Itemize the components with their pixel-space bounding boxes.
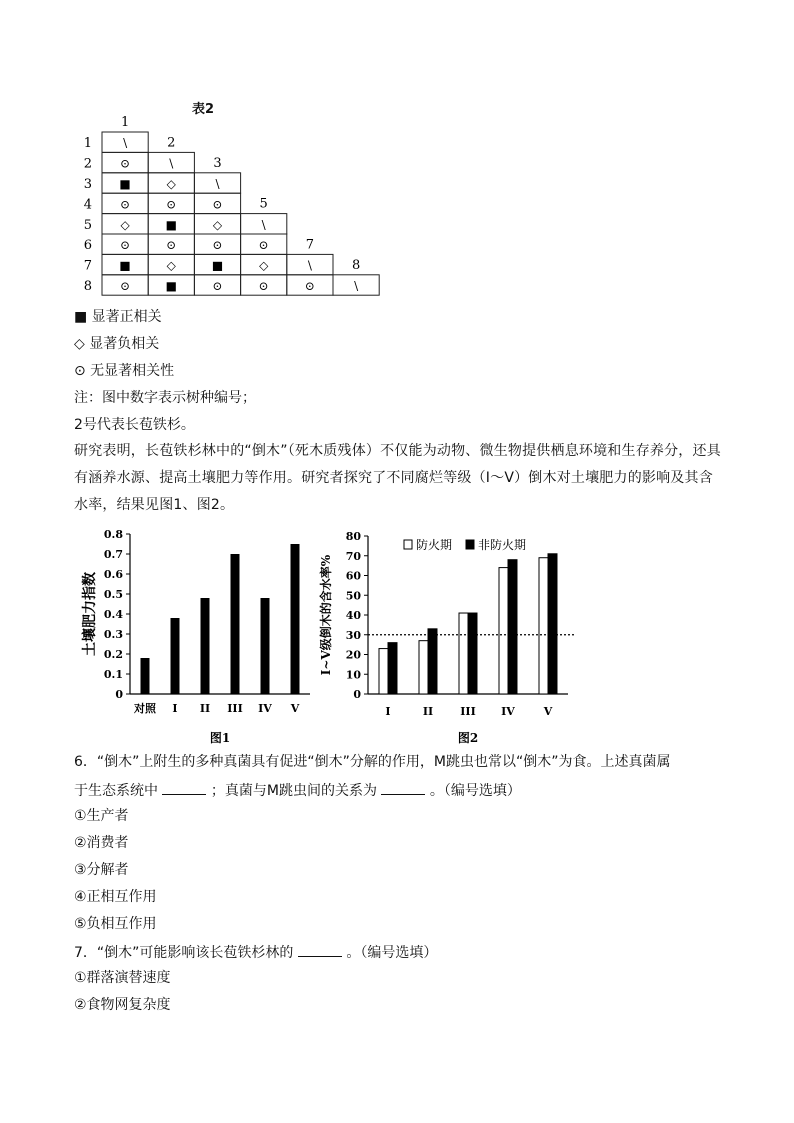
figure-1-chart [74,528,324,750]
y-tick-label: 0.1 [103,668,123,681]
cell-symbol-2-1: ⊙ [120,156,131,171]
bar-III [231,554,240,694]
cell-symbol-4-3: ⊙ [212,197,223,212]
y-axis-label: I~V级倒木的含水率% [319,554,333,676]
answer-blank-1[interactable] [162,780,206,795]
legend-negative: ◇ 显著负相关 [74,336,160,352]
x-tick-label: 对照 [134,702,156,715]
row-number-7: 7 [83,258,92,274]
x-tick-label: I [172,702,178,715]
y-tick-label: 0 [115,688,123,701]
bar-非防火期-III [468,613,477,694]
row-number-2: 2 [83,156,92,172]
answer-blank-2[interactable] [381,780,425,795]
question-6-line-1: 6．“倒木”上附生的多种真菌具有促进“倒木”分解的作用，M跳虫也常以“倒木”为食。上述真菌属 [74,754,671,770]
bar-防火期-III [459,613,468,694]
legend-swatch-防火期 [404,540,412,549]
q7-option-2: ②食物网复杂度 [74,997,171,1013]
y-tick-label: 40 [345,609,361,622]
y-tick-label: 0.6 [103,568,123,581]
cell-symbol-5-4: \ [261,217,266,232]
cell-symbol-8-2: ■ [165,279,177,293]
cell-symbol-7-2: ◇ [166,258,176,273]
bar-IV [261,598,270,694]
column-number-3: 3 [213,155,222,171]
q7-option-1: ①群落演替速度 [74,970,171,986]
row-number-5: 5 [83,217,92,233]
y-tick-label: 30 [345,628,361,642]
y-tick-label: 0.8 [103,528,123,541]
cell-symbol-4-2: ⊙ [166,197,177,212]
cell-symbol-8-1: ⊙ [120,279,131,293]
x-tick-label: V [290,702,300,715]
question-6-line-2 [74,780,521,800]
cell-symbol-4-1: ⊙ [120,197,131,212]
cell-symbol-8-3: ⊙ [212,279,223,293]
correlation-table [78,112,388,302]
bar-非防火期-I [388,643,397,694]
bar-防火期-IV [499,568,508,694]
x-tick-label: V [543,705,553,718]
legend-label-防火期: 防火期 [416,538,453,552]
cell-symbol-6-4: ⊙ [258,238,269,253]
y-tick-label: 20 [345,648,361,662]
x-tick-label: II [199,702,211,715]
cell-symbol-8-4: ⊙ [258,279,269,293]
column-number-1: 1 [120,115,130,130]
y-tick-label: 50 [345,589,361,603]
cell-symbol-1-1: \ [123,136,128,151]
row-number-6: 6 [83,238,92,254]
intro-paragraph: 研究表明，长苞铁杉林中的“倒木”（死木质残体）不仅能为动物、微生物提供栖息环境和生存养分，还具有涵养水源、提高土壤肥力等作用。研究者探究了不同腐烂等级（I～V）倒木对土壤肥力的影响及其含水率，结果见图1、图2。 [74,443,721,513]
q6-option-4: ④正相互作用 [74,889,157,905]
question-7-text-a: 7．“倒木”可能影响该长苞铁杉林的 [74,945,294,961]
cell-symbol-7-3: ■ [211,258,224,273]
bar-V [291,544,300,694]
x-tick-label: III [460,705,476,718]
y-tick-label: 60 [345,569,361,583]
cell-symbol-5-2: ■ [165,217,177,232]
q6-option-3: ③分解者 [74,862,129,878]
bar-I [171,618,180,694]
cell-symbol-7-1: ■ [119,258,131,273]
cell-symbol-6-1: ⊙ [120,238,131,253]
q6-option-1: ①生产者 [74,808,129,824]
column-number-8: 8 [351,257,361,273]
question-6-text-a: 于生态系统中 [74,783,158,799]
y-tick-label: 0.3 [103,628,123,641]
column-number-2: 2 [167,135,176,151]
column-number-7: 7 [305,237,315,253]
cell-symbol-5-1: ◇ [120,217,130,232]
q6-option-5: ⑤负相互作用 [74,916,157,932]
bar-防火期-I [379,649,388,694]
bar-防火期-II [419,641,428,694]
cell-symbol-3-1: ■ [119,177,131,191]
q6-option-2: ②消费者 [74,835,129,851]
cell-symbol-7-5: \ [307,258,312,273]
y-axis-label: 土壤肥力指数 [82,572,98,656]
cell-symbol-7-4: ◇ [259,258,269,273]
y-tick-label: 70 [345,549,361,563]
question-7-stem [74,942,437,962]
table-title: 表2 [192,102,215,117]
bar-对照 [141,658,150,694]
cell-symbol-3-2: ◇ [166,177,176,191]
cell-symbol-3-3: \ [215,177,220,191]
bar-防火期-V [539,558,548,694]
x-tick-label: III [227,702,243,715]
row-number-4: 4 [83,197,92,213]
bar-II [201,598,210,694]
bar-非防火期-V [548,554,557,694]
figure-1-caption: 图1 [209,731,231,745]
row-number-1: 1 [83,136,92,152]
note-line-2: 2号代表长苞铁杉。 [74,417,195,433]
x-tick-label: IV [258,702,272,715]
cell-symbol-8-6: \ [354,279,359,293]
bar-非防火期-IV [508,560,517,694]
row-number-8: 8 [83,279,92,294]
legend-none: ⊙ 无显著相关性 [74,363,175,379]
y-tick-label: 80 [345,530,361,543]
cell-symbol-2-2: \ [169,156,174,171]
row-number-3: 3 [83,177,92,192]
y-tick-label: 0 [353,688,361,701]
y-tick-label: 10 [345,668,361,682]
question-6-text-b: ；真菌与M跳虫间的关系为 [210,783,377,799]
y-tick-label: 0.5 [103,588,123,601]
x-tick-label: I [385,705,391,718]
question-7-text-b: 。（编号选填） [346,945,438,961]
figure-2-caption: 图2 [457,731,479,745]
cell-symbol-5-3: ◇ [212,217,223,232]
question-6-text-c: 。（编号选填） [429,783,521,799]
legend-positive: ■ 显著正相关 [74,309,162,325]
note-line-1: 注：图中数字表示树种编号； [74,390,256,406]
y-tick-label: 0.7 [103,548,123,561]
x-tick-label: IV [501,705,515,718]
y-tick-label: 0.4 [103,608,123,621]
figure-2-chart [314,528,584,750]
bar-非防火期-II [428,629,437,694]
cell-symbol-6-3: ⊙ [212,238,223,253]
answer-blank-3[interactable] [298,942,342,957]
cell-symbol-6-2: ⊙ [166,238,177,253]
y-tick-label: 0.2 [103,648,123,661]
legend-swatch-非防火期 [466,540,474,549]
legend-label-非防火期: 非防火期 [478,538,527,552]
x-tick-label: II [422,705,434,718]
column-number-5: 5 [259,196,268,212]
cell-symbol-8-5: ⊙ [304,279,315,293]
